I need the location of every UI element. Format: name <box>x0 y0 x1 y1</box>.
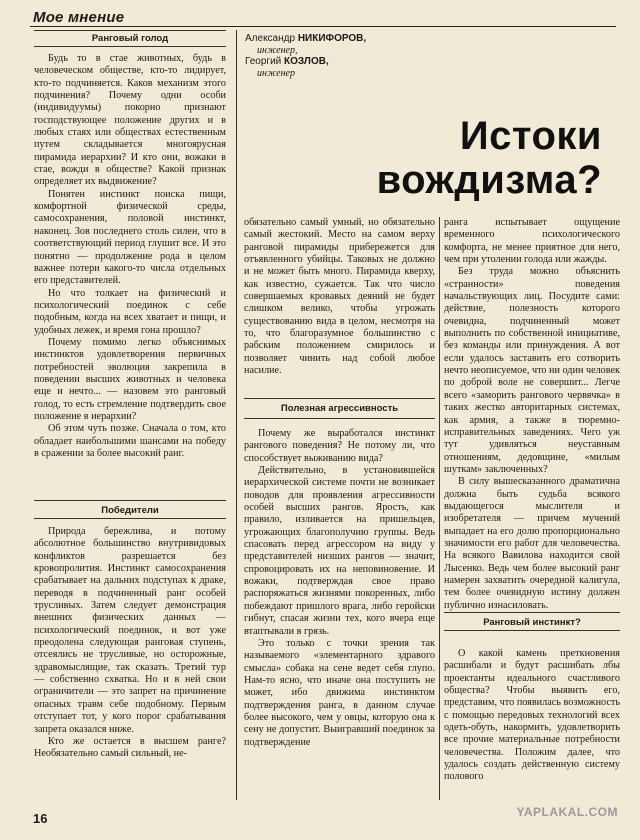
author-name: Георгий КОЗЛОВ, <box>245 56 329 67</box>
section-rule <box>34 518 226 519</box>
paragraph: Природа бережлива, и потому абсолютное большинство внутривидовых конфликтов разрешается без кровопролития. Инстинкт самосохранения срабатывает на дальних подступах к драке, переводя в подчиненный ранг особей трусливых. Затем следует демонстрация внешних физических данных — психологический поединок, и вот уже преодолена следующая ранговая ступень, отсеялись не трусливые, но осторожные, здравомыслящие, так сказать. Третий тур — собственно схватка. Но и в ней свои ограничители — это запрет на причинение опасных травм себе подобному. Первым отступает тот, у кого порог срабатывания запрета оказался ниже. <box>34 526 226 735</box>
column-1-continued <box>34 526 226 761</box>
paragraph: Будь то в стае животных, будь в человеческом обществе, кто-то лидирует, кто-то подчиняется. Каков механизм этого подчинения? Почему одни особи (индивидуумы) покорно признают господствующее положение других и в любых стаях или обществах естественным путем складывается многоярусная пирамида иерархии? И кто они, вожаки в стае, вожди в обществе? Какой признак определяет их выдвижение? <box>34 53 226 188</box>
column-3-continued <box>444 648 620 784</box>
column-divider <box>236 30 237 800</box>
author-name: Александр НИКИФОРОВ, <box>245 33 367 44</box>
section-rule <box>444 612 620 613</box>
section-rule <box>244 418 435 419</box>
section-rule <box>244 398 435 399</box>
section-rule <box>34 46 226 47</box>
section-rule <box>444 630 620 631</box>
paragraph: ранга испытывает ощущение временного психологического комфорта, не менее приятное для него, чем при утолении голода или жажды. <box>444 217 620 266</box>
page-number: 16 <box>33 811 48 826</box>
section-heading-rank-instinct: Ранговый инстинкт? <box>483 617 581 628</box>
paragraph: обязательно самый умный, но обязательно самый жестокий. Место на самом верху ранговой пирамиды прибережется для отъявленного убийцы. Таковых не должно и не может быть много. Пирамида кверху, как известно, сужается. Так что число совершаемых кровавых деяний не будет слишком велико, чтобы угрожать существованию вида в целом, несмотря на то, что благоразумное большинство с рабским положением смирилось и позволяет чинить над собой любое насилие. <box>244 217 435 377</box>
paragraph: Кто же остается в высшем ранге? Необязательно самый сильный, не- <box>34 735 226 760</box>
rubric-label: Мое мнение <box>33 9 125 26</box>
paragraph: Действительно, в установившейся иерархической системе почти не возникает поводов для проявления агрессивности особей высших рангов. Ярость, как правило, изливается на пришельцев, угрожающих благополучию группы. Ведь спасовать перед агрессором на виду у представителей низших рангов — значит, спровоцировать их на неповиновение. И вожаки, подтверждая свое право распоряжаться жизнями покоренных, либо побеждают пришлого врага, либо геройски гибнут, спасая жизни тех, кого вчера еще втаптывали в грязь. <box>244 465 435 637</box>
top-rule <box>30 26 616 27</box>
article-title: Истоки вождизма? <box>376 114 602 202</box>
paragraph: Это только с точки зрения так называемого «элементарного здравого смысла» собака на сене ведет себя глупо. Нам-то ясно, что иначе она поступить не может, ибо движима инстинктом подтверждения ранга, в данном случае более высокого, чем у овцы, которую она к сену не допустит. Выигравший поединок за подтверждение <box>244 637 435 748</box>
section-rule <box>34 30 226 31</box>
column-divider <box>439 217 440 800</box>
column-1 <box>34 53 226 460</box>
author-role: инженер, <box>257 44 298 56</box>
paragraph: В силу вышесказанного драматична должна быть судьба всякого выдающегося мыслителя и изобретателя — причем мучений выпадает на его долю пропорционально значимости его работ для человечества. На всякого Вавилова находится свой Лысенко. Ведь чем более высокий ранг намерен захватить очередной калигула, тем более очевидную истину должен публично изнасиловать. <box>444 476 620 611</box>
section-rule <box>34 500 226 501</box>
paragraph: Без труда можно объяснить «странности» поведения начальствующих лиц. Посудите сами: действие, полезность которого очевидна, подчиненный может выполнить по собственной инициативе, без команды или принуждения. А вот если удалось заставить его сотворить нечто неописуемое, что ни один человек по доброй воле не совершит... Легче всего «заморить рангового червячка» в таких жестко авторитарных системах, как армия, а также в тюремно-исправительных заведениях. Чего уж тут удивляться неуставным отношениям, дедовщине, «милым шуткам» заключенных? <box>444 266 620 475</box>
paragraph: Но что толкает на физический и психологический поединок с себе подобным, когда на всех хватает и пищи, и удобных лежек, и время гона прошло? <box>34 287 226 336</box>
paragraph: Почему помимо легко объяснимых инстинктов удовлетворения первичных потребностей эволюция закрепила в поведении высших животных и человека еще и нечто... — назовем это ранговый голод, то есть стремление подтвердить свое положение в иерархии? <box>34 336 226 422</box>
section-heading-winners: Победители <box>101 505 159 516</box>
paragraph: О какой камень преткновения расшибали и будут расшибать лбы проектанты идеального счастливого общества? Чтобы выявить его, представим, что появилась возможность с помощью передовых технологий всех одеть-обуть, накормить, удовлетворить все прочие материальные потребности человечества. Положим далее, что удалось создать действенную систему полового <box>444 648 620 783</box>
author-block <box>245 33 366 79</box>
section-heading-rank-hunger: Ранговый голод <box>91 33 169 44</box>
paragraph: Понятен инстинкт поиска пищи, комфортной физической среды, самосохранения, половой инстинкт, наконец. Зов последнего столь силен, что в соответствующий период глушит все. И это понятно — продолжение рода в целом важнее потери какого-то числа отдельных его представителей. <box>34 188 226 287</box>
paragraph: Почему же выработался инстинкт рангового поведения? Не потому ли, что способствует выживанию вида? <box>244 428 435 464</box>
author-role: инженер <box>257 67 295 79</box>
column-2-continued <box>244 428 435 749</box>
paragraph: Об этом чуть позже. Сначала о том, кто обладает наибольшими шансами на победу в сражении за более высокий ранг. <box>34 423 226 459</box>
column-3 <box>444 217 620 612</box>
watermark: YAPLAKAL.COM <box>516 805 618 819</box>
column-2 <box>244 217 435 377</box>
section-heading-useful-aggression: Полезная агрессивность <box>280 403 399 414</box>
